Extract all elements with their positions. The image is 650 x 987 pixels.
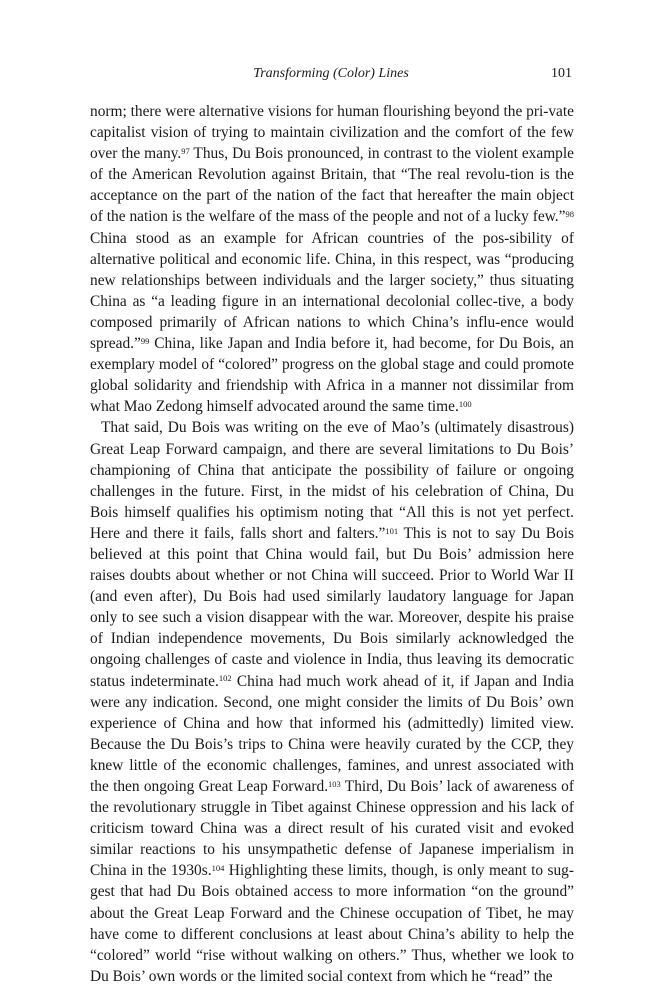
text-segment: That said, Du Bois was writing on the eve of Mao’s (ultimately disastrous) Great Leap Forward campaign, and there are several limitations to Du Bois’ championing of China that anticipate the possibility of failure or ongoing challenges in the future. First, in the midst of his celebration of China, Du Bois himself qualifies his optimism noting that “All this is not yet perfect. Here and there it fails, falls short and falters.” bbox=[90, 419, 574, 542]
footnote-marker: 97 bbox=[181, 145, 190, 156]
footnote-marker: 102 bbox=[218, 673, 232, 684]
paragraph bbox=[90, 417, 574, 987]
footnote-marker: 100 bbox=[458, 399, 472, 410]
page-header bbox=[90, 66, 572, 88]
text-segment: China stood as an example for African countries of the pos-sibility of alternative political and economic life. China, in this respect, was “producing new relationships between individuals and the larger society,” thus situating China as “a leading figure in an international decolonial collec-tive, a body composed primarily of African nations to which China’s influ-ence would spread.” bbox=[90, 229, 574, 353]
footnote-marker: 99 bbox=[140, 335, 150, 346]
text-segment: Highlighting these limits, though, is only meant to sug-gest that had Du Bois obtained access to more information “on the ground” about the Great Leap Forward and the Chinese occupation of Tibet, he may have come to different conclusions at least about China’s ability to help the “colored” world “rise without walking on others.” Thus, whether we look to Du Bois’ own words or the limited social context from which he “read” the bbox=[90, 862, 575, 985]
footnote-marker: 104 bbox=[211, 863, 225, 874]
body-text bbox=[90, 101, 574, 987]
text-segment: This is not to say Du Bois believed at this point that China would fail, but Du Bois’ admission here raises doubts about whether or not China will succeed. Prior to World War II (and even after), Du Bois had used similarly laudatory language for Japan only to see such a vision disappear with the war. Moreover, despite his praise of Indian independence movements, Du Bois similarly acknowledged the ongoing challenges of caste and violence in India, thus leaving its democratic status indeterminate. bbox=[90, 524, 574, 690]
paragraph bbox=[90, 101, 574, 417]
text-segment: China, like Japan and India before it, had become, for Du Bois, an exemplary model of “colored” progress on the global stage and could promote global solidarity and friendship with Africa in a manner not dissimilar from what Mao Zedong himself advocated around the same time. bbox=[90, 335, 574, 416]
page-number: 101 bbox=[551, 66, 572, 81]
text-segment: Thus, Du Bois pronounced, in contrast to the violent example of the American Revolution against Britain, that “The real revolu-tion is the acceptance on the part of the nation of the fact that hereafter the main object of the nation is the welfare of the mass of the people and not of a lucky few.” bbox=[90, 145, 574, 226]
footnote-marker: 101 bbox=[385, 525, 399, 536]
text-segment: China had much work ahead of it, if Japan and India were any indication. Second, one might consider the limits of Du Bois’ own experience of China and how that informed his (admittedly) limited view. Because the Du Bois’s trips to China were heavily curated by the CCP, they knew little of the economic challenges, famines, and unrest associated with the then ongoing Great Leap Forward. bbox=[90, 672, 574, 795]
text-segment: Third, Du Bois’ lack of awareness of the revolutionary struggle in Tibet against Chinese oppression and his lack of criticism toward China was a direct result of his curated visit and evoked similar reactions to his unsympathetic defense of Japanese imperialism in China in the 1930s. bbox=[90, 778, 574, 880]
text-segment: norm; there were alternative visions for human flourishing beyond the pri-vate capitalist vision of trying to maintain civilization and the comfort of the few over the many. bbox=[90, 103, 574, 163]
footnote-marker: 103 bbox=[328, 778, 341, 789]
footnote-marker: 98 bbox=[565, 209, 574, 220]
running-head: Transforming (Color) Lines bbox=[253, 66, 409, 81]
